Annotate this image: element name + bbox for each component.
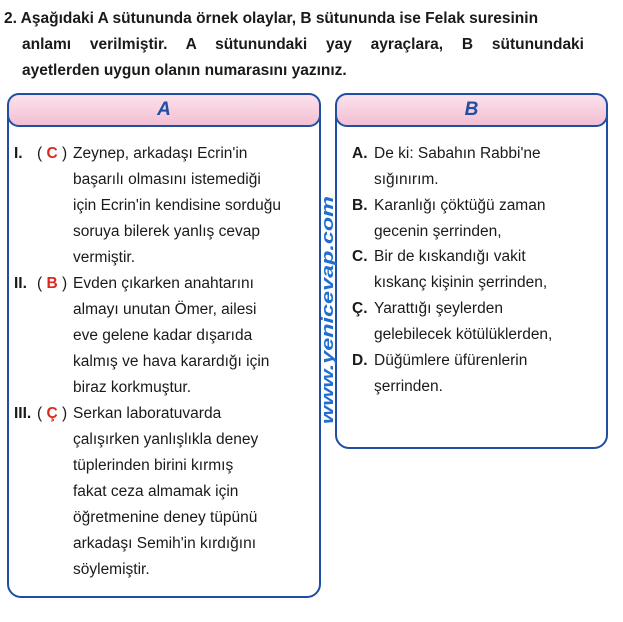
option-text: Bir de kıskandığı vakit kıskanç kişinin şerrinden, — [374, 248, 548, 291]
answer-letter: B — [46, 275, 58, 292]
answer-slot[interactable]: ( Ç ) — [37, 405, 68, 422]
item-number: III. — [14, 405, 32, 422]
item-text: Evden çıkarken anahtarını almayı unutan Ömer, ailesi eve gelene kadar dışarıda kalmış ve hava karardığı için biraz korkmuştur. — [73, 275, 270, 396]
answer-letter: C — [46, 145, 58, 162]
column-a-header: A — [7, 93, 321, 127]
option-text: Düğümlere üfürenlerin şerrinden. — [374, 352, 528, 395]
option-text: De ki: Sabahın Rabbi'ne sığınırım. — [374, 145, 541, 188]
question-line-1: 2. Aşağıdaki A sütununda örnek olaylar, B sütununda ise Felak suresinin — [4, 10, 539, 27]
option-letter: D. — [352, 352, 368, 369]
item-number: II. — [14, 275, 27, 292]
answer-slot[interactable]: ( B ) — [37, 275, 68, 292]
option-letter: Ç. — [352, 300, 368, 317]
question-number: 2. — [4, 10, 17, 27]
option-text: Karanlığı çöktüğü zaman gecenin şerrinden, — [374, 197, 546, 240]
item-text: Zeynep, arkadaşı Ecrin'in başarılı olmasını istemediği için Ecrin'in kendisine sorduğu soruya bilerek yanlış cevap vermiştir. — [73, 145, 282, 266]
answer-slot[interactable]: ( C ) — [37, 145, 68, 162]
column-b-header: B — [335, 93, 608, 127]
option-letter: C. — [352, 248, 368, 265]
item-number: I. — [14, 145, 23, 162]
watermark-text: www.yenicevap.com — [318, 258, 337, 424]
item-text: Serkan laboratuvarda çalışırken yanlışlıkla deney tüplerinden birini kırmış fakat ceza almamak için öğretmenine deney tüpünü arkadaşı Semih'in kırdığını söylemiştir. — [73, 405, 259, 578]
option-text: Yarattığı şeylerden gelebilecek kötülüklerden, — [374, 300, 553, 343]
question-line-3: ayetlerden uygun olanın numarasını yazınız. — [22, 62, 347, 79]
option-letter: B. — [352, 197, 368, 214]
question-line-2: anlamı verilmiştir. A sütunundaki yay ayraçlara, B sütunundaki — [22, 36, 584, 53]
watermark-logo — [317, 196, 339, 426]
option-letter: A. — [352, 145, 368, 162]
question-text — [4, 6, 584, 84]
answer-letter: Ç — [46, 405, 58, 422]
